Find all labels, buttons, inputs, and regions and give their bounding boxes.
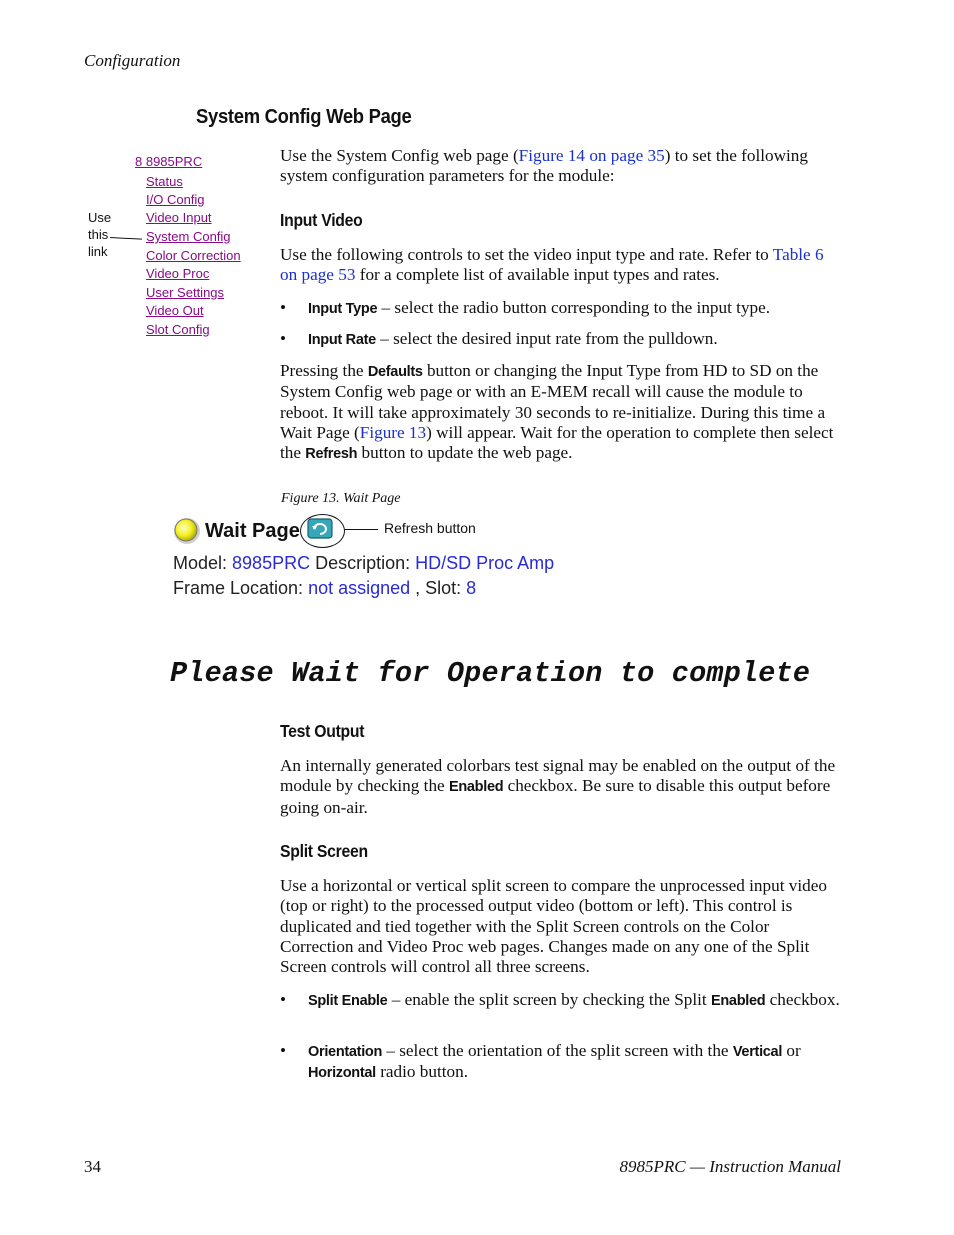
wait-message: Please Wait for Operation to complete (170, 657, 811, 690)
bullet-dot: • (280, 298, 287, 317)
callout-word: link (88, 244, 108, 259)
nav-link-status[interactable]: Status (146, 174, 183, 189)
nav-link-user-settings[interactable]: User Settings (146, 285, 225, 300)
split-screen-paragraph: Use a horizontal or vertical split screen to compare the unprocessed input video (top or right) to the processed output video (bottom or left). This control is duplicated and tied together with the Split Screen controls on the Color Correction and Video Proc web pages. Changes made on any one of the Split Screen controls will control all three screens. (280, 876, 827, 977)
bulb-icon (170, 515, 204, 549)
model-value: 8985PRC (232, 553, 311, 573)
bullet-dot: • (280, 1041, 287, 1060)
callout-use-this-link (88, 209, 111, 260)
nav-link-module[interactable]: 8 8985PRC (135, 154, 203, 169)
model-line: Model: 8985PRC Description: HD/SD Proc Amp (173, 553, 555, 573)
wait-page-title: Wait Page (205, 520, 300, 542)
refresh-callout-label: Refresh button (384, 520, 476, 536)
callout-word: this (88, 227, 109, 242)
nav-link-video-proc[interactable]: Video Proc (146, 266, 210, 281)
intro-paragraph: Use the System Config web page (Figure 14 on page 35) to set the following system configuration parameters for the module: (280, 146, 808, 186)
nav-link-io-config[interactable]: I/O Config (146, 192, 205, 207)
heading-test-output: Test Output (280, 721, 365, 741)
running-header: Configuration (84, 51, 181, 70)
refresh-icon[interactable] (306, 517, 334, 541)
callout-word: Use (88, 210, 112, 225)
description-value: HD/SD Proc Amp (415, 553, 555, 573)
nav-link-system-config[interactable]: System Config (146, 229, 231, 244)
figure-caption: Figure 13. Wait Page (281, 491, 401, 506)
frame-location-value: not assigned (308, 578, 411, 598)
slot-value: 8 (466, 578, 477, 598)
nav-link-video-input[interactable]: Video Input (146, 210, 212, 225)
nav-link-slot-config[interactable]: Slot Config (146, 322, 210, 337)
refresh-leader-line (344, 529, 378, 530)
heading-split-screen: Split Screen (280, 841, 368, 861)
reboot-paragraph: Pressing the Defaults button or changing the Input Type from HD to SD on the System Config web page or with an E-MEM recall will cause the module to reboot. It will take approximately 30 seconds to re-initialize. During this time a Wait Page (Figure 13) will appear. Wait for the operation to complete then select the Refresh button to update the web page. (280, 361, 834, 463)
bullet-dot: • (280, 329, 287, 348)
table-6-link[interactable]: Table 6 on page 53 (280, 245, 824, 285)
heading-input-video: Input Video (280, 210, 363, 230)
nav-link-color-correction[interactable]: Color Correction (146, 248, 241, 263)
bullet-dot: • (280, 990, 287, 1009)
callout-leader-line (110, 237, 142, 240)
section-title: System Config Web Page (196, 106, 412, 128)
page-number: 34 (84, 1157, 101, 1176)
test-output-paragraph: An internally generated colorbars test signal may be enabled on the output of the module by checking the Enabled checkbox. Be sure to disable this output before going on-air. (280, 756, 836, 817)
figure-14-link[interactable]: Figure 14 on page 35 (518, 146, 665, 165)
frame-location-line: Frame Location: not assigned , Slot: 8 (173, 578, 477, 598)
figure-13-link[interactable]: Figure 13 (359, 422, 427, 442)
nav-link-video-out[interactable]: Video Out (146, 303, 204, 318)
manual-title: 8985PRC — Instruction Manual (619, 1157, 841, 1176)
input-video-paragraph: Use the following controls to set the video input type and rate. Refer to Table 6 on page 53 for a complete list of available input types and rates. (280, 245, 824, 285)
